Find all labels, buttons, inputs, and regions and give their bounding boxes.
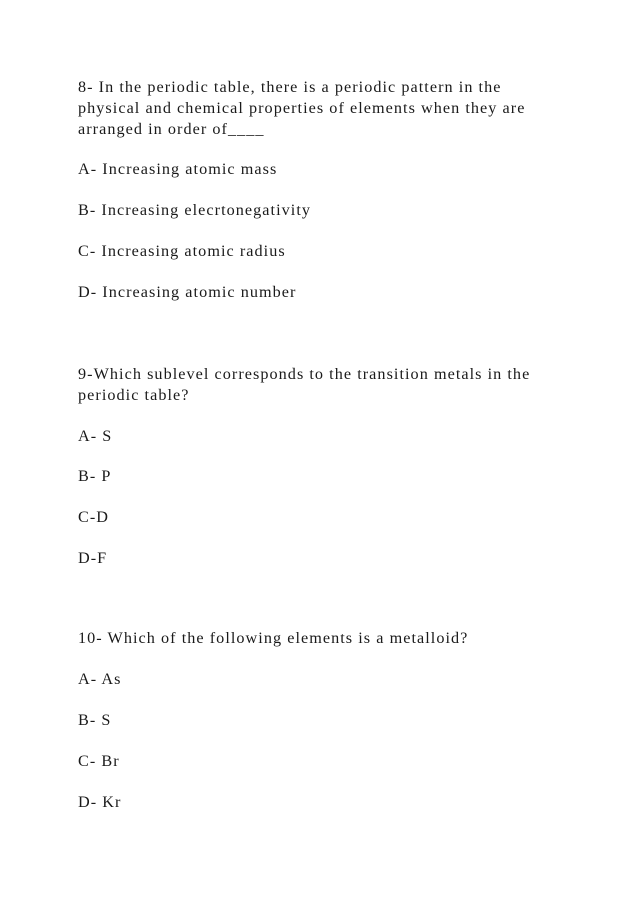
question-9-option-b: B- P (78, 467, 112, 485)
question-10-stem-line-1: 10- Which of the following elements is a metalloid? (78, 629, 469, 647)
question-8-stem-line-1: 8- In the periodic table, there is a periodic pattern in the (78, 78, 502, 96)
question-9-stem-line-1: 9-Which sublevel corresponds to the transition metals in the (78, 365, 531, 383)
question-10-option-a: A- As (78, 670, 122, 688)
question-8-option-d: D- Increasing atomic number (78, 283, 297, 301)
question-8-option-a: A- Increasing atomic mass (78, 160, 278, 178)
question-9-option-c: C-D (78, 508, 110, 526)
question-10-option-b: B- S (78, 711, 112, 729)
question-8-option-b: B- Increasing elecrtonegativity (78, 201, 312, 219)
question-8-stem-line-2: physical and chemical properties of elements when they are (78, 99, 526, 117)
question-9-option-a: A- S (78, 427, 113, 445)
question-9-option-d: D-F (78, 549, 108, 567)
question-8-stem-line-3: arranged in order of____ (78, 120, 265, 138)
question-10-option-c: C- Br (78, 752, 120, 770)
question-8-option-c: C- Increasing atomic radius (78, 242, 286, 260)
question-9-stem-line-2: periodic table? (78, 386, 190, 404)
question-10-option-d: D- Kr (78, 793, 122, 811)
